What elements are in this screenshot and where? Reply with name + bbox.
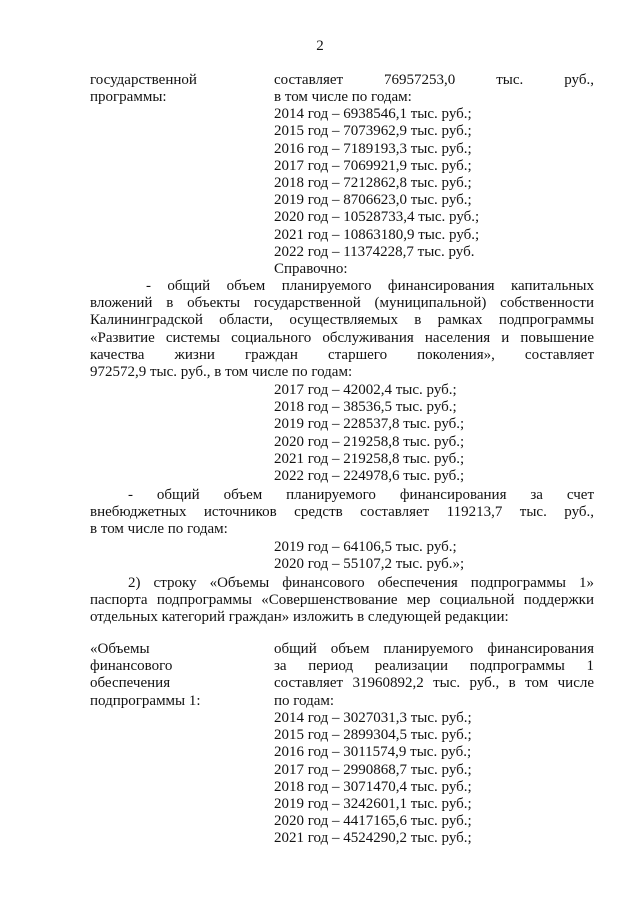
year-line: 2017 год – 2990868,7 тыс. руб.;	[274, 761, 472, 778]
year-line: 2017 год – 7069921,9 тыс. руб.;	[274, 157, 472, 174]
table1-label	[90, 72, 197, 106]
year-line: 2017 год – 42002,4 тыс. руб.;	[274, 382, 457, 398]
paragraph-line: 2) строку «Объемы финансового обеспечения подпрограммы 1»	[128, 575, 594, 591]
year-line: 2014 год – 3027031,3 тыс. руб.;	[274, 710, 472, 726]
label-line: подпрограммы 1:	[90, 692, 201, 709]
paragraph-line: качества жизни граждан старшего поколения», составляет	[90, 346, 594, 363]
text-line: общий объем планируемого финансирования	[274, 641, 594, 657]
paragraph-line: отдельных категорий граждан» изложить в следующей редакции:	[90, 609, 509, 626]
year-line: 2015 год – 2899304,5 тыс. руб.;	[274, 727, 472, 744]
text-line: составляет 31960892,2 тыс. руб., в том числе	[274, 675, 594, 692]
year-line: 2018 год – 38536,5 тыс. руб.;	[274, 399, 457, 416]
total-word: составляет	[274, 72, 344, 88]
label-line: «Объемы	[90, 641, 150, 657]
table1-years	[274, 89, 479, 278]
para1-years	[274, 382, 464, 485]
year-line: 2016 год – 7189193,3 тыс. руб.;	[274, 140, 472, 157]
label-line: программы:	[90, 89, 167, 106]
year-line: 2018 год – 7212862,8 тыс. руб.;	[274, 175, 472, 192]
text-line: по годам:	[274, 692, 335, 709]
paragraph-line: внебюджетных источников средств составляет 119213,7 тыс. руб.,	[90, 504, 594, 521]
paragraph-capital-investments	[90, 278, 594, 381]
table2-text	[274, 641, 594, 710]
label-line: обеспечения	[90, 675, 171, 692]
paragraph-line: - общий объем планируемого финансирования за счет	[128, 487, 594, 503]
paragraph-line: паспорта подпрограммы «Совершенствование мер социальной поддержки	[90, 592, 594, 609]
table1-total-line	[274, 72, 594, 89]
year-line: 2014 год – 6938546,1 тыс. руб.;	[274, 106, 472, 123]
paragraph-line: «Развитие системы социального обслуживания населения и повышение	[90, 329, 594, 346]
year-line: 2015 год – 7073962,9 тыс. руб.;	[274, 123, 472, 140]
paragraph-extrabudgetary	[90, 487, 594, 539]
year-line: 2020 год – 4417165,6 тыс. руб.;	[274, 813, 472, 830]
label-line: государственной	[90, 72, 197, 88]
paragraph-line: в том числе по годам:	[90, 521, 228, 538]
total-unit: тыс.	[496, 72, 524, 88]
year-line: 2019 год – 64106,5 тыс. руб.;	[274, 539, 457, 555]
table2-label	[90, 641, 201, 710]
para2-years	[274, 539, 464, 573]
year-line: 2020 год – 55107,2 тыс. руб.»;	[274, 556, 465, 573]
paragraph-line: - общий объем планируемого финансирования капитальных	[146, 278, 594, 294]
text-line: за период реализации подпрограммы 1	[274, 658, 594, 675]
paragraph-amendment	[90, 575, 594, 627]
year-line: 2020 год – 10528733,4 тыс. руб.;	[274, 209, 480, 226]
year-line: 2019 год – 3242601,1 тыс. руб.;	[274, 796, 472, 813]
year-line: 2020 год – 219258,8 тыс. руб.;	[274, 433, 465, 450]
label-line: финансового	[90, 658, 173, 675]
paragraph-line: Калининградской области, осуществляемых в рамках подпрограммы	[90, 312, 594, 329]
page-number: 2	[316, 38, 324, 54]
year-line: 2016 год – 3011574,9 тыс. руб.;	[274, 744, 472, 761]
year-line: 2019 год – 8706623,0 тыс. руб.;	[274, 192, 472, 209]
year-line: 2022 год – 11374228,7 тыс. руб.	[274, 243, 475, 260]
total-value: 76957253,0	[384, 72, 456, 88]
year-line: 2021 год – 4524290,2 тыс. руб.;	[274, 830, 472, 847]
year-line: 2021 год – 219258,8 тыс. руб.;	[274, 450, 465, 467]
total-currency: руб.,	[564, 72, 594, 88]
paragraph-line: вложений в объекты государственной (муниципальной) собственности	[90, 295, 594, 312]
reference-label: Справочно:	[274, 261, 348, 278]
paragraph-line: 972572,9 тыс. руб., в том числе по годам:	[90, 364, 353, 381]
year-line: 2019 год – 228537,8 тыс. руб.;	[274, 416, 465, 433]
year-line: 2018 год – 3071470,4 тыс. руб.;	[274, 778, 472, 795]
intro-line: в том числе по годам:	[274, 89, 412, 105]
table2-years	[274, 710, 472, 848]
year-line: 2021 год – 10863180,9 тыс. руб.;	[274, 226, 480, 243]
year-line: 2022 год – 224978,6 тыс. руб.;	[274, 468, 465, 485]
